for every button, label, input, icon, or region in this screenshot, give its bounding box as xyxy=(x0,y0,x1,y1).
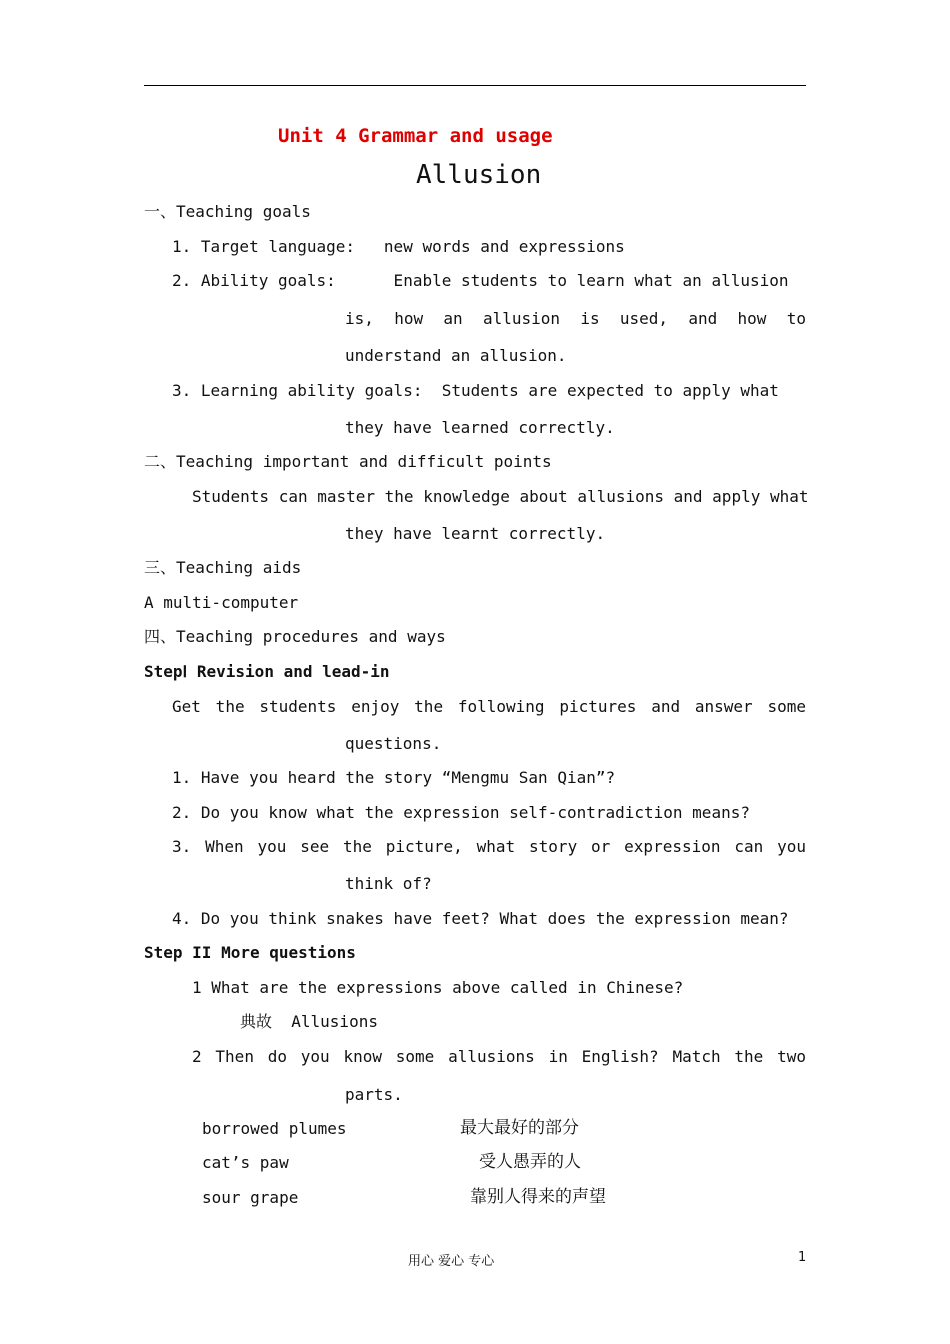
goal-item-2-cont: is, how an allusion is used, and how to xyxy=(345,309,806,328)
section-heading-points: 二、Teaching important and difficult points xyxy=(144,452,552,471)
unit-title: Unit 4 Grammar and usage xyxy=(278,125,553,147)
question-4: 4. Do you think snakes have feet? What does the expression mean? xyxy=(172,909,789,928)
question-3-cont: think of? xyxy=(345,874,432,893)
page-number: 1 xyxy=(798,1250,807,1265)
step1-text: Get the students enjoy the following pictures and answer some xyxy=(172,697,806,716)
section-heading-goals: 一、Teaching goals xyxy=(144,202,311,221)
match-en-1: borrowed plumes xyxy=(202,1119,347,1138)
step2-heading: Step II More questions xyxy=(144,943,356,962)
match-en-2: cat’s paw xyxy=(202,1153,289,1172)
section-heading-aids: 三、Teaching aids xyxy=(144,558,302,577)
aids-text: A multi-computer xyxy=(144,593,299,612)
question-2: 2. Do you know what the expression self-contradiction means? xyxy=(172,803,750,822)
more-question-1: 1 What are the expressions above called in Chinese? xyxy=(192,978,684,997)
question-3: 3. When you see the picture, what story or expression can you xyxy=(172,837,806,856)
question-1: 1. Have you heard the story “Mengmu San Qian”? xyxy=(172,768,616,787)
more-question-2: 2 Then do you know some allusions in English? Match the two xyxy=(192,1047,806,1066)
goal-item-2: 2. Ability goals: Enable students to learn what an allusion xyxy=(172,271,789,290)
points-text: Students can master the knowledge about allusions and apply what xyxy=(192,487,809,506)
goal-item-3-cont: they have learned correctly. xyxy=(345,418,615,437)
footer-motto: 用心 爱心 专心 xyxy=(408,1254,495,1269)
step1-heading: StepⅠ Revision and lead-in xyxy=(144,662,390,681)
page-title: Allusion xyxy=(416,160,542,190)
points-text-cont: they have learnt correctly. xyxy=(345,524,606,543)
goal-item-2-cont2: understand an allusion. xyxy=(345,346,567,365)
goal-item-3: 3. Learning ability goals: Students are expected to apply what xyxy=(172,381,779,400)
header-rule xyxy=(144,85,806,86)
section-heading-procedures: 四、Teaching procedures and ways xyxy=(144,627,446,646)
match-en-3: sour grape xyxy=(202,1188,299,1207)
match-cn-1: 最大最好的部分 xyxy=(460,1118,579,1138)
more-question-2-cont: parts. xyxy=(345,1085,403,1104)
more-question-1-answer: 典故 Allusions xyxy=(240,1012,378,1031)
match-cn-2: 受人愚弄的人 xyxy=(479,1152,581,1172)
match-cn-3: 靠别人得来的声望 xyxy=(470,1187,606,1207)
step1-text-cont: questions. xyxy=(345,734,442,753)
goal-item-1: 1. Target language: new words and expressions xyxy=(172,237,625,256)
